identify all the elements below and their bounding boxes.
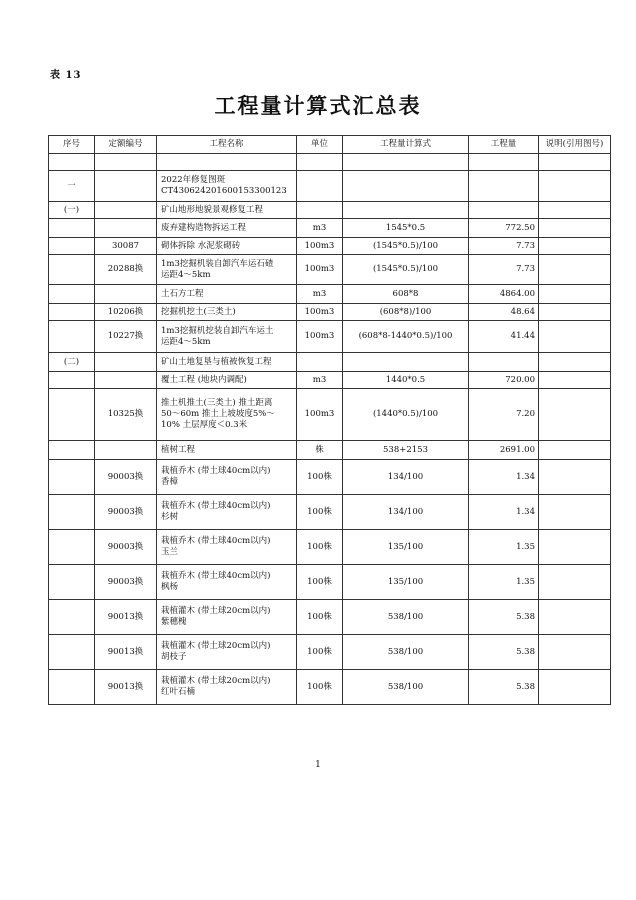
cell-formula: 538/100: [343, 600, 469, 635]
cell-seq: (一): [49, 202, 95, 219]
cell-code: [95, 285, 157, 304]
cell-formula: [343, 353, 469, 372]
cell-formula: 538/100: [343, 670, 469, 705]
cell-name: 栽植灌木 (带土球20cm以内) 胡枝子: [157, 635, 297, 670]
table-row: [49, 670, 611, 705]
cell-formula: [343, 171, 469, 202]
cell-unit: 100株: [297, 565, 343, 600]
cell-seq: [49, 219, 95, 238]
cell-name: [157, 154, 297, 171]
cell-formula: (1545*0.5)/100: [343, 238, 469, 255]
table-row: [49, 530, 611, 565]
cell-qty: 4864.00: [469, 285, 539, 304]
cell-unit: 100株: [297, 495, 343, 530]
cell-qty: 5.38: [469, 600, 539, 635]
cell-seq: [49, 304, 95, 321]
cell-name: 砌体拆除 水泥浆砌砖: [157, 238, 297, 255]
cell-qty: 1.35: [469, 565, 539, 600]
col-header-code: 定额编号: [95, 136, 157, 154]
cell-seq: [49, 372, 95, 389]
cell-code: 30087: [95, 238, 157, 255]
cell-formula: (608*8-1440*0.5)/100: [343, 321, 469, 353]
cell-code: [95, 202, 157, 219]
cell-formula: 134/100: [343, 495, 469, 530]
cell-note: [539, 600, 611, 635]
col-header-name: 工程名称: [157, 136, 297, 154]
cell-seq: [49, 441, 95, 460]
cell-name: 栽植乔木 (带土球40cm以内) 杉树: [157, 495, 297, 530]
page-title: 工程量计算式汇总表: [214, 93, 422, 118]
table-row: [49, 285, 611, 304]
cell-qty: 2691.00: [469, 441, 539, 460]
cell-code: 90003换: [95, 530, 157, 565]
col-header-unit: 单位: [297, 136, 343, 154]
cell-qty: 1.34: [469, 460, 539, 495]
cell-seq: [49, 154, 95, 171]
cell-qty: [469, 202, 539, 219]
cell-unit: 100m3: [297, 255, 343, 285]
cell-name: 栽植灌木 (带土球20cm以内) 红叶石楠: [157, 670, 297, 705]
cell-unit: 100株: [297, 460, 343, 495]
cell-unit: 株: [297, 441, 343, 460]
cell-code: [95, 154, 157, 171]
cell-note: [539, 219, 611, 238]
cell-name: 矿山地形地貌景观修复工程: [157, 202, 297, 219]
table-row: [49, 389, 611, 441]
cell-code: 90013换: [95, 670, 157, 705]
cell-note: [539, 460, 611, 495]
table-row: [49, 154, 611, 171]
cell-seq: [49, 321, 95, 353]
cell-unit: [297, 154, 343, 171]
cell-name: 植树工程: [157, 441, 297, 460]
cell-formula: 538+2153: [343, 441, 469, 460]
cell-formula: 134/100: [343, 460, 469, 495]
cell-name: 废弃建构造物拆运工程: [157, 219, 297, 238]
table-row: [49, 635, 611, 670]
table-row: [49, 321, 611, 353]
cell-seq: [49, 238, 95, 255]
cell-unit: 100m3: [297, 238, 343, 255]
cell-qty: [469, 171, 539, 202]
cell-name: 2022年修复图斑 CT430624201600153300123: [157, 171, 297, 202]
cell-name: 矿山土地复垦与植被恢复工程: [157, 353, 297, 372]
table-row: [49, 565, 611, 600]
table-row: [49, 219, 611, 238]
table-label: 表 13: [50, 70, 82, 81]
cell-formula: 538/100: [343, 635, 469, 670]
cell-seq: 一: [49, 171, 95, 202]
cell-seq: [49, 389, 95, 441]
cell-qty: [469, 154, 539, 171]
cell-name: 推土机推土(三类土) 推土距离 50～60m 推土上坡坡度5%～ 10% 土层厚度＜0.3米: [157, 389, 297, 441]
cell-name: 栽植灌木 (带土球20cm以内) 紫穗槐: [157, 600, 297, 635]
table-row: [49, 202, 611, 219]
cell-qty: 1.35: [469, 530, 539, 565]
cell-formula: 135/100: [343, 530, 469, 565]
table-row: [49, 353, 611, 372]
cell-seq: [49, 565, 95, 600]
col-header-note: 说明(引用图号): [539, 136, 611, 154]
header-row: [49, 136, 611, 154]
cell-qty: 772.50: [469, 219, 539, 238]
table-row: [49, 255, 611, 285]
cell-unit: [297, 202, 343, 219]
cell-qty: 7.73: [469, 238, 539, 255]
cell-note: [539, 285, 611, 304]
cell-qty: 48.64: [469, 304, 539, 321]
cell-note: [539, 353, 611, 372]
cell-qty: 7.20: [469, 389, 539, 441]
cell-note: [539, 202, 611, 219]
cell-seq: [49, 255, 95, 285]
cell-formula: (1545*0.5)/100: [343, 255, 469, 285]
cell-note: [539, 304, 611, 321]
summary-table: [48, 135, 611, 705]
cell-unit: m3: [297, 285, 343, 304]
cell-note: [539, 441, 611, 460]
cell-note: [539, 255, 611, 285]
cell-qty: 1.34: [469, 495, 539, 530]
cell-code: [95, 219, 157, 238]
table-row: [49, 441, 611, 460]
cell-code: 10206换: [95, 304, 157, 321]
cell-note: [539, 238, 611, 255]
cell-code: 90003换: [95, 495, 157, 530]
cell-qty: 7.73: [469, 255, 539, 285]
cell-formula: (1440*0.5)/100: [343, 389, 469, 441]
cell-note: [539, 635, 611, 670]
cell-note: [539, 171, 611, 202]
cell-code: [95, 372, 157, 389]
cell-formula: 1545*0.5: [343, 219, 469, 238]
cell-note: [539, 389, 611, 441]
cell-qty: 5.38: [469, 670, 539, 705]
cell-seq: [49, 600, 95, 635]
cell-code: 90013换: [95, 635, 157, 670]
cell-seq: [49, 530, 95, 565]
cell-name: 栽植乔木 (带土球40cm以内) 枫杨: [157, 565, 297, 600]
cell-code: 10325换: [95, 389, 157, 441]
cell-formula: 135/100: [343, 565, 469, 600]
cell-unit: 100株: [297, 635, 343, 670]
page-number: 1: [315, 760, 321, 770]
cell-unit: [297, 171, 343, 202]
table-row: [49, 495, 611, 530]
cell-seq: [49, 670, 95, 705]
cell-unit: 100m3: [297, 304, 343, 321]
cell-code: [95, 441, 157, 460]
table-row: [49, 238, 611, 255]
cell-formula: 608*8: [343, 285, 469, 304]
cell-unit: m3: [297, 372, 343, 389]
cell-name: 挖掘机挖土(三类土): [157, 304, 297, 321]
cell-unit: m3: [297, 219, 343, 238]
cell-code: 90003换: [95, 565, 157, 600]
cell-formula: [343, 154, 469, 171]
cell-seq: [49, 460, 95, 495]
cell-note: [539, 154, 611, 171]
cell-note: [539, 565, 611, 600]
cell-seq: (二): [49, 353, 95, 372]
table-row: [49, 372, 611, 389]
cell-code: [95, 171, 157, 202]
cell-code: 20288换: [95, 255, 157, 285]
cell-unit: 100株: [297, 600, 343, 635]
cell-code: 90013换: [95, 600, 157, 635]
cell-name: 1m3挖掘机挖装自卸汽车运土 运距4～5km: [157, 321, 297, 353]
cell-unit: 100株: [297, 670, 343, 705]
cell-code: 10227换: [95, 321, 157, 353]
cell-unit: 100株: [297, 530, 343, 565]
col-header-seq: 序号: [49, 136, 95, 154]
cell-seq: [49, 495, 95, 530]
cell-name: 栽植乔木 (带土球40cm以内) 香樟: [157, 460, 297, 495]
cell-note: [539, 321, 611, 353]
cell-code: [95, 353, 157, 372]
cell-qty: 41.44: [469, 321, 539, 353]
cell-unit: 100m3: [297, 389, 343, 441]
cell-code: 90003换: [95, 460, 157, 495]
cell-name: 覆土工程 (地块内调配): [157, 372, 297, 389]
cell-formula: [343, 202, 469, 219]
cell-name: 1m3挖掘机装自卸汽车运石碴 运距4～5km: [157, 255, 297, 285]
cell-formula: 1440*0.5: [343, 372, 469, 389]
table-row: [49, 460, 611, 495]
cell-seq: [49, 635, 95, 670]
cell-note: [539, 670, 611, 705]
table-row: [49, 171, 611, 202]
cell-seq: [49, 285, 95, 304]
cell-name: 土石方工程: [157, 285, 297, 304]
cell-qty: 720.00: [469, 372, 539, 389]
cell-qty: [469, 353, 539, 372]
cell-note: [539, 495, 611, 530]
table-row: [49, 600, 611, 635]
cell-unit: 100m3: [297, 321, 343, 353]
cell-unit: [297, 353, 343, 372]
cell-formula: (608*8)/100: [343, 304, 469, 321]
col-header-formula: 工程量计算式: [343, 136, 469, 154]
cell-name: 栽植乔木 (带土球40cm以内) 玉兰: [157, 530, 297, 565]
cell-note: [539, 372, 611, 389]
table-row: [49, 304, 611, 321]
col-header-qty: 工程量: [469, 136, 539, 154]
cell-qty: 5.38: [469, 635, 539, 670]
cell-note: [539, 530, 611, 565]
